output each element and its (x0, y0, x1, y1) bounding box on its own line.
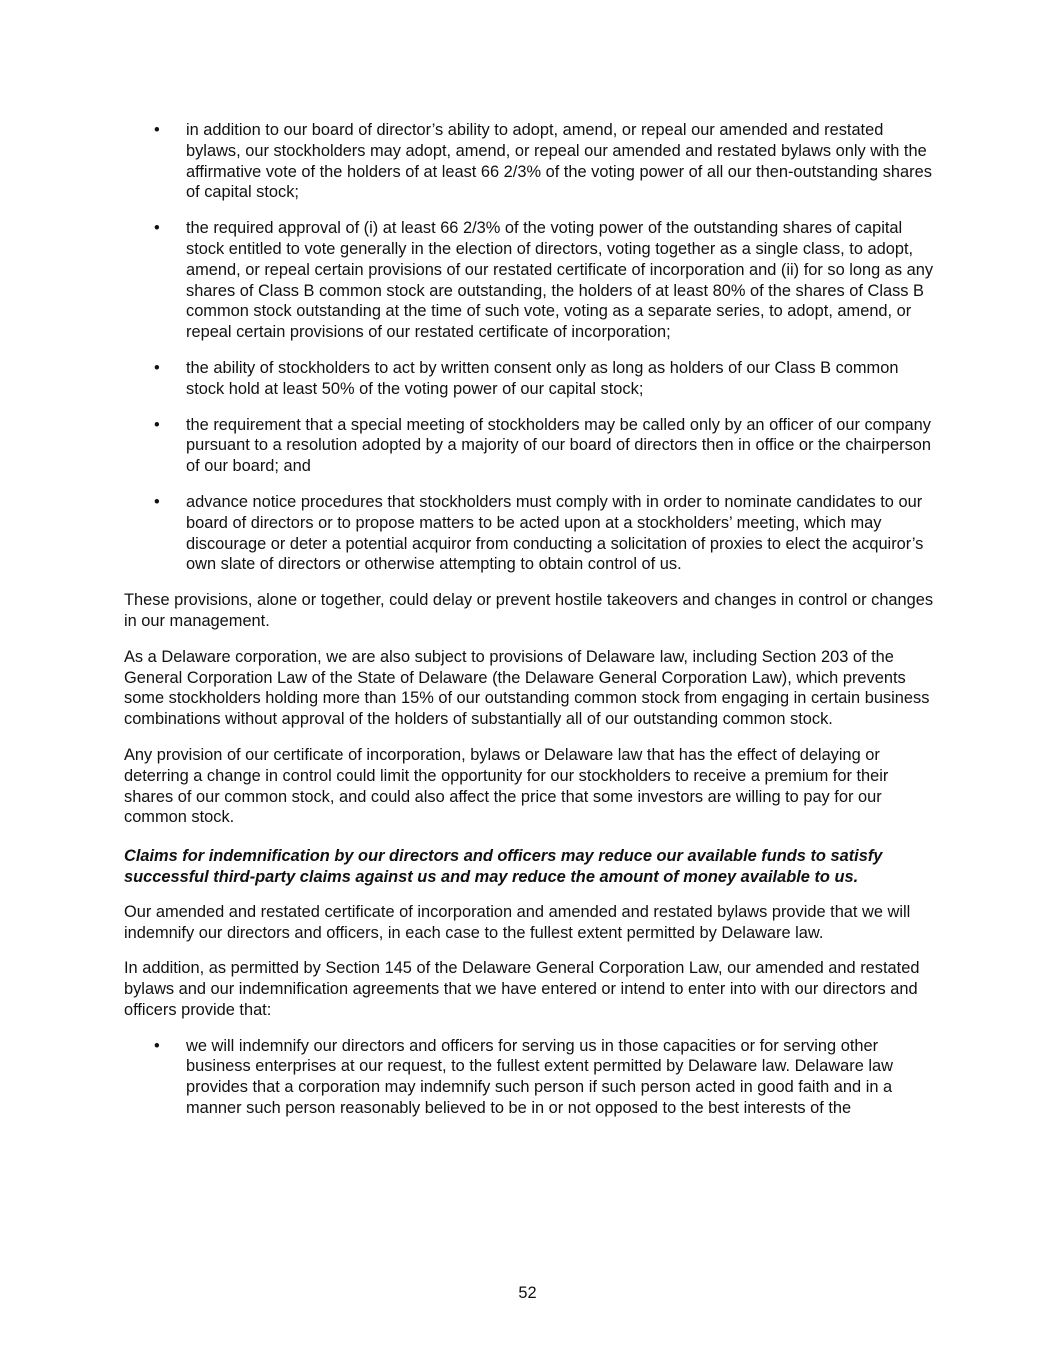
list-item-text: we will indemnify our directors and officers for serving us in those capacities or for serving other business enterprises at our request, to the fullest extent permitted by Delaware law. Delaware law provides that a corporation may indemnify such person if such person acted in good faith and in a manner such person reasonably believed to be in or not opposed to the best interests of the (186, 1036, 893, 1118)
list-item (124, 1036, 936, 1119)
list-item (124, 415, 936, 477)
bullet-list-top (124, 120, 936, 575)
list-item-text: the required approval of (i) at least 66 2/3% of the voting power of the outstanding shares of capital stock entitled to vote generally in the election of directors, voting together as a single class, to adopt, amend, or repeal certain provisions of our restated certificate of incorporation and (ii) for so long as any shares of Class B common stock are outstanding, the holders of at least 80% of the shares of Class B common stock outstanding at the time of such vote, voting as a separate series, to adopt, amend, or repeal certain provisions of our restated certificate of incorporation; (186, 219, 934, 342)
section-heading: Claims for indemnification by our directors and officers may reduce our available funds to satisfy successful third-party claims against us and may reduce the amount of money available to us. (124, 847, 883, 886)
bullet-icon: • (154, 219, 160, 238)
paragraph-certificate-provision: Any provision of our certificate of incorporation, bylaws or Delaware law that has the effect of delaying or deterring a change in control could limit the opportunity for our stockholders to receive a premium for their shares of our common stock, and could also affect the price that some investors are willing to pay for our common stock. (124, 745, 889, 827)
list-item-text: the requirement that a special meeting of stockholders may be called only by an officer of our company pursuant to a resolution adopted by a majority of our board of directors then in office or the chairperson of our board; and (186, 415, 931, 476)
bullet-icon: • (154, 492, 160, 511)
list-item-text: the ability of stockholders to act by written consent only as long as holders of our Class B common stock hold at least 50% of the voting power of our capital stock; (186, 358, 899, 398)
paragraph-indemnify: Our amended and restated certificate of incorporation and amended and restated bylaws provide that we will indemnify our directors and officers, in each case to the fullest extent permitted by Delaware law. (124, 902, 911, 942)
bullet-icon: • (154, 415, 160, 434)
list-item (124, 492, 936, 575)
bullet-icon: • (154, 358, 160, 377)
document-page (124, 120, 936, 1134)
paragraph-provisions: These provisions, alone or together, could delay or prevent hostile takeovers and changes in control or changes in our management. (124, 591, 934, 630)
list-item-text: in addition to our board of director’s ability to adopt, amend, or repeal our amended and restated bylaws, our stockholders may adopt, amend, or repeal our amended and restated bylaws only with the affirmative vote of the holders of at least 66 2/3% of the voting power of all our then-outstanding shares of capital stock; (186, 121, 932, 202)
bullet-list-bottom (124, 1036, 936, 1119)
bullet-icon: • (154, 1036, 160, 1055)
list-item (124, 120, 936, 203)
page-number: 52 (518, 1284, 537, 1302)
paragraph-delaware-corporation: As a Delaware corporation, we are also subject to provisions of Delaware law, including Section 203 of the General Corporation Law of the State of Delaware (the Delaware General Corporation Law), which prevents some stockholders holding more than 15% of our outstanding common stock from engaging in certain business combinations without approval of the holders of substantially all of our outstanding common stock. (124, 647, 930, 729)
list-item (124, 358, 936, 400)
paragraph-section-145: In addition, as permitted by Section 145 of the Delaware General Corporation Law, our amended and restated bylaws and our indemnification agreements that we have entered or intend to enter into with our directors and officers provide that: (124, 959, 920, 1019)
bullet-icon: • (154, 121, 160, 139)
list-item (124, 218, 936, 343)
list-item-text: advance notice procedures that stockholders must comply with in order to nominate candidates to our board of directors or to propose matters to be acted upon at a stockholders’ meeting, which may discourage or deter a potential acquiror from conducting a solicitation of proxies to elect the acquiror’s own slate of directors or otherwise attempting to obtain control of us. (186, 492, 924, 574)
